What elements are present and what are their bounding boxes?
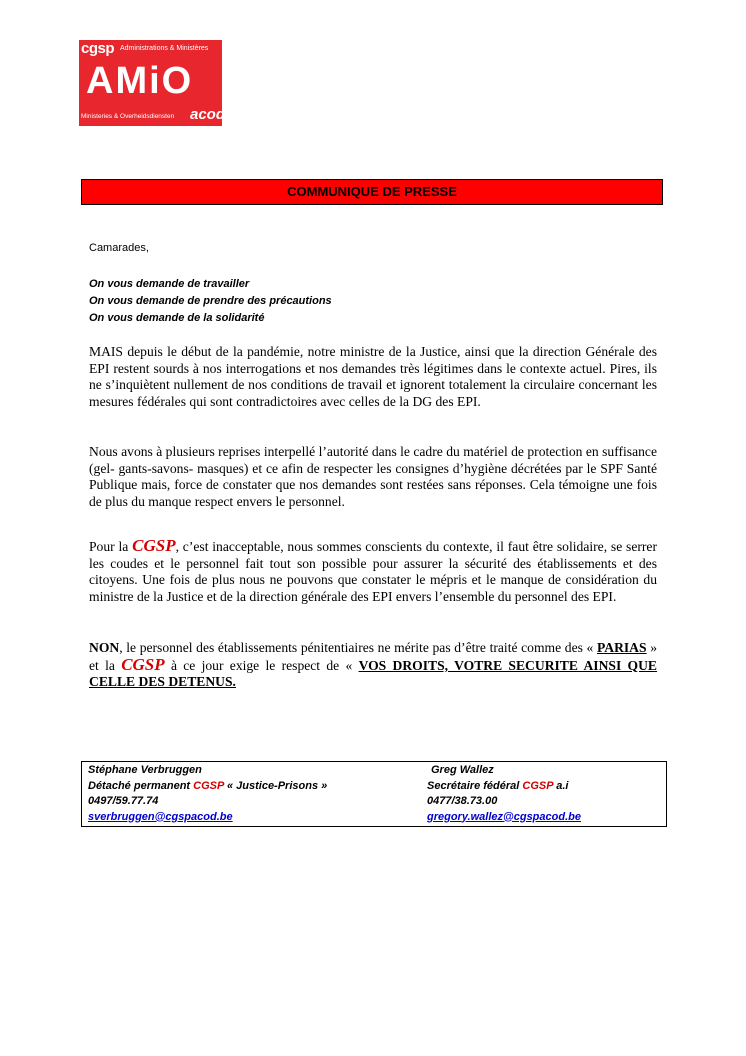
- italic-lines: [89, 276, 332, 327]
- p4-text-c: à ce jour exige le respect de «: [164, 657, 359, 673]
- signer-email-link[interactable]: gregory.wallez@cgspacod.be: [427, 810, 581, 823]
- paragraph-1: MAIS depuis le début de la pandémie, notre ministre de la Justice, ainsi que la direction Générale des EPI restent sourds à nos interrogations et nos demandes très légitimes dans le contexte actuel. Pires, ils ne s’inquiètent nullement de nos conditions de travail et ignorent totalement la circulaire concernant les mesures fédérales qui sont contradictoires avec celles de la DG des EPI.: [89, 344, 657, 409]
- logo-subtitle: Administrations & Ministères: [120, 45, 209, 52]
- signer-phone: 0497/59.77.74: [88, 795, 159, 807]
- p3-text-a: Pour la: [89, 539, 133, 554]
- italic-line: On vous demande de travailler: [89, 278, 250, 290]
- signer-role: Secrétaire fédéral CGSP a.i: [427, 779, 569, 792]
- non-text: NON: [89, 640, 120, 655]
- signer-role: Détaché permanent CGSP « Justice-Prisons »: [88, 779, 328, 792]
- parias-text: PARIAS: [596, 640, 647, 655]
- paragraph-2: Nous avons à plusieurs reprises interpellé l’autorité dans le cadre du matériel de protection en suffisance (gel- gants-savons- masques) et ce afin de respecter les consignes d’hygiène décrétées par le SPF Santé Publique mais, force de constater que nos demandes sont restées sans réponses. Cela témoigne une fois de plus du manque respect envers le personnel.: [89, 444, 657, 509]
- press-release-banner: COMMUNIQUE DE PRESSE: [81, 179, 663, 205]
- signer-name: Greg Wallez: [431, 764, 494, 776]
- logo-bottom-text: Ministeries & Overheidsdiensten: [81, 113, 175, 120]
- p3-text-b: , c’est inacceptable, nous sommes conscients du contexte, il faut être solidaire, se serrer les coudes et le personnel fait tout son possible pour assurer la sécurité des établissements et des citoyens. Une fois de plus nous ne pouvons que constater le mépris et le manque de considération du ministre de la Justice et de la direction générale des EPI envers l’ensemble du personnel des EPI.: [89, 539, 657, 604]
- logo-amio-text: AMiO: [86, 60, 194, 102]
- signer-email-link[interactable]: sverbruggen@cgspacod.be: [88, 810, 233, 823]
- paragraph-3: [89, 538, 657, 605]
- cgsp-highlight: CGSP: [121, 654, 165, 674]
- signer-phone: 0477/38.73.00: [427, 795, 498, 807]
- signature-right: [427, 763, 581, 825]
- signer-name: Stéphane Verbruggen: [88, 764, 202, 776]
- signature-left: [88, 763, 327, 825]
- italic-line: On vous demande de la solidarité: [89, 312, 265, 324]
- rights-demand-text: VOS DROITS, VOTRE SECURITE AINSI QUE CELLE DES DETENUS.: [89, 657, 657, 690]
- greeting: Camarades,: [89, 242, 149, 254]
- paragraph-4: [89, 640, 657, 691]
- p4-text-b: » et la: [89, 640, 657, 673]
- p4-text-a: , le personnel des établissements pénitentiaires ne mérite pas d’être traité comme des «: [119, 640, 597, 655]
- cgsp-highlight: CGSP: [132, 536, 176, 555]
- amio-logo: [79, 40, 226, 126]
- signature-box: [81, 761, 667, 827]
- logo-cgsp-text: cgsp: [81, 40, 115, 57]
- logo-acod-text: acod: [190, 106, 226, 123]
- italic-line: On vous demande de prendre des précautions: [89, 295, 332, 307]
